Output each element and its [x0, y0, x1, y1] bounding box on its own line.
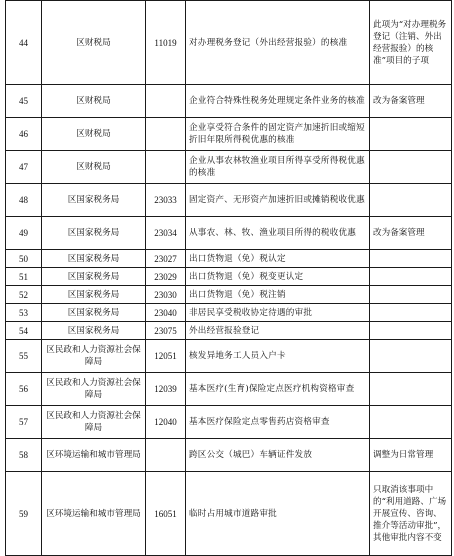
department: 区国家税务局: [42, 184, 146, 217]
department: 区民政和人力资源社会保障局: [42, 340, 146, 373]
row-number: 48: [6, 184, 42, 217]
item-code: 12051: [146, 340, 186, 373]
row-number: 59: [6, 472, 42, 556]
item-name: 企业符合特殊性税务处理规定条件业务的核准: [186, 85, 370, 118]
department: 区国家税务局: [42, 304, 146, 322]
item-code: 23075: [146, 322, 186, 340]
item-name: 基本医疗(生育)保险定点医疗机构资格审查: [186, 373, 370, 406]
item-code: 11019: [146, 1, 186, 85]
department: 区财税局: [42, 1, 146, 85]
table-row: [6, 439, 452, 472]
remark: [370, 268, 452, 286]
table-row: [6, 85, 452, 118]
row-number: 50: [6, 250, 42, 268]
item-name: 非居民享受税收协定待遇的审批: [186, 304, 370, 322]
item-code: 23030: [146, 286, 186, 304]
department: 区国家税务局: [42, 268, 146, 286]
table-row: [6, 340, 452, 373]
item-code: 12040: [146, 406, 186, 439]
remark: [370, 151, 452, 184]
department: 区环境运输和城市管理局: [42, 439, 146, 472]
remark: [370, 250, 452, 268]
item-code: 16051: [146, 472, 186, 556]
item-name: 跨区公交（城巴）车辆证件发放: [186, 439, 370, 472]
item-name: 企业享受符合条件的固定资产加速折旧或缩短折旧年限所得税优惠的核准: [186, 118, 370, 151]
item-code: 23040: [146, 304, 186, 322]
department: 区国家税务局: [42, 250, 146, 268]
row-number: 46: [6, 118, 42, 151]
item-code: [146, 439, 186, 472]
item-code: 23029: [146, 268, 186, 286]
table-row: [6, 250, 452, 268]
department: 区国家税务局: [42, 217, 146, 250]
item-name: 对办理税务登记（外出经营报验）的核准: [186, 1, 370, 85]
table-row: [6, 1, 452, 85]
remark: 改为备案管理: [370, 217, 452, 250]
item-code: [146, 118, 186, 151]
item-name: 企业从事农林牧渔业项目所得享受所得税优惠的核准: [186, 151, 370, 184]
item-name: 从事农、林、牧、渔业项目所得的税收优惠: [186, 217, 370, 250]
remark: [370, 286, 452, 304]
table-row: [6, 304, 452, 322]
row-number: 55: [6, 340, 42, 373]
row-number: 44: [6, 1, 42, 85]
row-number: 56: [6, 373, 42, 406]
row-number: 49: [6, 217, 42, 250]
remark: 此项为“对办理税务登记（注销、外出经营报验）的核准”项目的子项: [370, 1, 452, 85]
department: 区环境运输和城市管理局: [42, 472, 146, 556]
remark: 调整为日常管理: [370, 439, 452, 472]
row-number: 57: [6, 406, 42, 439]
item-name: 外出经营报验登记: [186, 322, 370, 340]
department: 区财税局: [42, 151, 146, 184]
item-code: 12039: [146, 373, 186, 406]
table-row: [6, 268, 452, 286]
table-row: [6, 217, 452, 250]
department: 区民政和人力资源社会保障局: [42, 373, 146, 406]
remark: 只取消该事项中的“利用道路、广场开展宣传、咨询、推介等活动审批”，其他审批内容不变: [370, 472, 452, 556]
row-number: 47: [6, 151, 42, 184]
remark: [370, 322, 452, 340]
table-row: [6, 373, 452, 406]
row-number: 52: [6, 286, 42, 304]
row-number: 53: [6, 304, 42, 322]
row-number: 51: [6, 268, 42, 286]
item-name: 临时占用城市道路审批: [186, 472, 370, 556]
item-code: 23027: [146, 250, 186, 268]
remark: 改为备案管理: [370, 85, 452, 118]
remark: [370, 373, 452, 406]
table-row: [6, 118, 452, 151]
table-row: [6, 286, 452, 304]
item-name: 出口货物退（免）税变更认定: [186, 268, 370, 286]
item-code: [146, 151, 186, 184]
item-code: 23034: [146, 217, 186, 250]
item-code: 23033: [146, 184, 186, 217]
row-number: 58: [6, 439, 42, 472]
remark: [370, 304, 452, 322]
remark: [370, 184, 452, 217]
row-number: 54: [6, 322, 42, 340]
department: 区国家税务局: [42, 322, 146, 340]
row-number: 45: [6, 85, 42, 118]
department: 区民政和人力资源社会保障局: [42, 406, 146, 439]
item-name: 基本医疗保险定点零售药店资格审查: [186, 406, 370, 439]
table-row: [6, 406, 452, 439]
table-row: [6, 322, 452, 340]
item-name: 固定资产、无形资产加速折旧或摊销税收优惠: [186, 184, 370, 217]
item-name: 核发异地务工人员入户卡: [186, 340, 370, 373]
remark: [370, 118, 452, 151]
department: 区财税局: [42, 118, 146, 151]
item-name: 出口货物退（免）税认定: [186, 250, 370, 268]
table-row: [6, 151, 452, 184]
table-row: [6, 184, 452, 217]
table-row: [6, 472, 452, 556]
department: 区国家税务局: [42, 286, 146, 304]
remark: [370, 406, 452, 439]
department: 区财税局: [42, 85, 146, 118]
remark: [370, 340, 452, 373]
approval-items-table: [5, 0, 452, 556]
item-name: 出口货物退（免）税注销: [186, 286, 370, 304]
item-code: [146, 85, 186, 118]
